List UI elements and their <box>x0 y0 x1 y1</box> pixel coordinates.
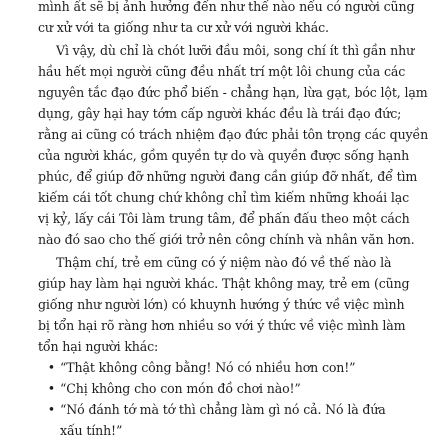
quote-list <box>38 357 386 441</box>
quote-text: “Nó đánh tớ mà tớ thì chẳng làm gì nó cả. Nó là đứa <box>60 402 386 417</box>
bullet-icon: • <box>47 402 55 417</box>
text-line: Thậm chí, trẻ em cũng có ý niệm nào đó về thế nào là <box>56 255 392 270</box>
text-line: vị kỷ, lấy cái Tôi làm trung tâm, để phấn đấu theo một cách <box>38 211 410 226</box>
paragraph-2 <box>38 40 428 250</box>
text-line: tổn hại người khác: <box>38 339 159 354</box>
quote-text: “Thật không công bằng! Nó có nhiều hơn con!” <box>60 360 356 375</box>
text-line: Vì vậy, dù chỉ là chót lưỡi đầu môi, song chí ít thì gần như <box>56 43 415 58</box>
paragraph-1 <box>38 0 415 38</box>
text-line: nguyên tắc đạo đức phổ biến - chẳng hạn, lừa gạt, bóc lột, lạm <box>38 85 428 100</box>
text-line: nào đó sao cho thế giới trở nên công chính và nhân văn hơn. <box>38 232 415 247</box>
text-line: của người khác, gồm quyền tự do và quyền được sống hạnh <box>38 148 410 163</box>
text-line: phúc, để giúp đỡ những người đang cần giúp đỡ nhất, để tìm <box>38 169 418 184</box>
paragraph-3 <box>38 252 410 357</box>
text-line: dụng, gây hại hay tớm cấp người khác đều là trái đạo đức; <box>38 106 402 121</box>
list-item <box>38 399 386 420</box>
bullet-icon: • <box>47 381 55 396</box>
text-line: rằng ai cũng có trách nhiệm đạo đức phải tôn trọng các quyền <box>38 127 428 142</box>
text-line: hầu hết mọi người cũng đều nhất trí một lôi chung của các <box>38 64 406 79</box>
text-line: cư xử với ta giống như ta cư xử với người khác. <box>38 20 329 35</box>
quote-text: “Chị không cho con món đồ chơi nào!” <box>60 381 301 396</box>
quote-text-continued: xấu tính!” <box>60 423 123 438</box>
text-line: kiếm cái tốt chung chứ không chỉ tìm kiếm những khoái lạc <box>38 190 409 205</box>
list-item <box>38 378 382 399</box>
bullet-icon: • <box>47 360 55 375</box>
list-item <box>38 357 382 378</box>
text-line: giống như người lớn) có khuynh hướng ý thức về việc mình <box>38 297 405 312</box>
text-column <box>38 0 428 441</box>
text-line: mình ất sẽ bị ảnh hưởng đến như thế nào nếu có người cũng <box>38 0 415 14</box>
text-line: bị tổn hại rõ ràng hơn nhiều so với ý thức về việc mình làm <box>38 318 406 333</box>
text-line: giúp hay làm hại người khác. Thật không may, trẻ em (cũng <box>38 276 410 291</box>
